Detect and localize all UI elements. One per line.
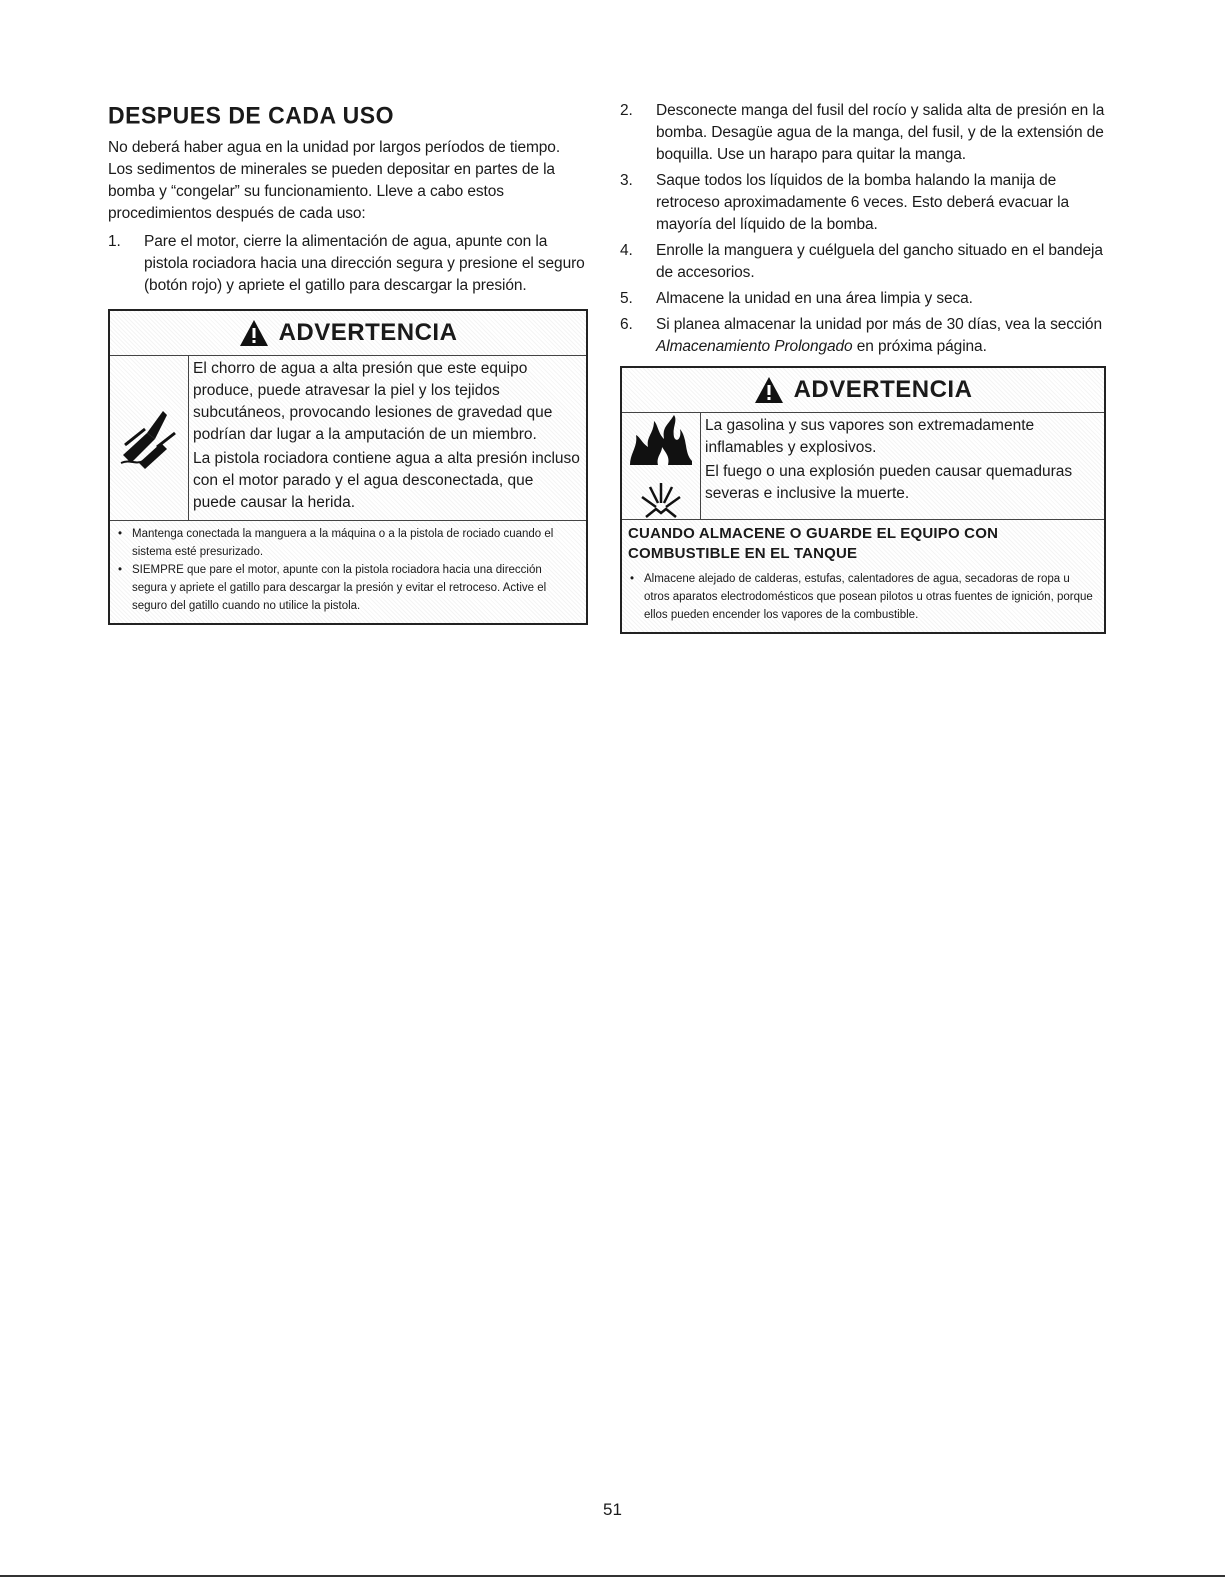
warning-icon-cell	[622, 413, 701, 519]
bottom-divider	[0, 1575, 1225, 1577]
warning-text-cell	[189, 356, 586, 520]
warning-body	[622, 413, 1104, 520]
warning-header	[110, 311, 586, 356]
warning-paragraph: El chorro de agua a alta presión que este equipo produce, puede atravesar la piel y los tejidos subcutáneos, provocando lesiones de gravedad que podrían dar lugar a la amputación de un miembro.	[193, 360, 553, 443]
step-item-3	[620, 170, 1106, 236]
warning-bullets	[622, 566, 1104, 632]
warning-title: ADVERTENCIA	[278, 319, 458, 346]
step-item-2	[620, 100, 1106, 166]
fire-icon	[628, 413, 694, 467]
warning-paragraph: La gasolina y sus vapores son extremadamente inflamables y explosivos.	[705, 417, 1035, 456]
warning-box-pressure	[108, 309, 588, 625]
explosion-icon	[636, 473, 686, 519]
step-text-before: Si planea almacenar la unidad por más de 30 días, vea la sección	[656, 316, 1102, 333]
section-heading: DESPUES DE CADA USO	[108, 101, 394, 129]
warning-bullet: • Almacene alejado de calderas, estufas, calentadores de agua, secadoras de ropa u otros aparatos electrodomésticos que posean pilotos u otras fuentes de ignición, porque ellos pueden encender los vapores de la combustible.	[628, 570, 1098, 624]
page-number: 51	[603, 1500, 622, 1519]
step-text: Pare el motor, cierre la alimentación de agua, apunte con la pistola rociadora hacia una dirección segura y presione el seguro (botón rojo) y apriete el gatillo para descargar la presión.	[144, 233, 585, 294]
warning-header	[622, 368, 1104, 413]
step-number: 4.	[620, 242, 633, 259]
step-text: Saque todos los líquidos de la bomba halando la manija de retroceso aproximadamente 6 veces. Esto deberá evacuar la mayoría del líquido de la bomba.	[656, 172, 1070, 233]
step-text: Desconecte manga del fusil del rocío y salida alta de presión en la bomba. Desagüe agua de la manga, del fusil, y de la extensión de boquilla. Use un harapo para quitar la manga.	[656, 102, 1105, 163]
step-text: Enrolle la manguera y cuélguela del gancho situado en el bandeja de accesorios.	[656, 242, 1103, 281]
step-text-after: en próxima página.	[852, 338, 987, 355]
step-text: Almacene la unidad en una área limpia y seca.	[656, 290, 973, 307]
step-number: 2.	[620, 102, 633, 119]
warning-triangle-icon	[754, 376, 784, 404]
warning-title: ADVERTENCIA	[793, 376, 973, 403]
warning-bullet: • SIEMPRE que pare el motor, apunte con la pistola rociadora hacia una dirección segura y apriete el gatillo para descargar la presión y evitar el retroceso. Active el seguro del gatillo cuando no utilice la pistola.	[116, 561, 580, 615]
step-item-4	[620, 240, 1106, 284]
right-column	[620, 100, 1106, 634]
cross-reference: Almacenamiento Prolongado	[656, 338, 853, 355]
warning-triangle-icon	[239, 319, 269, 347]
warning-bullets	[110, 521, 586, 623]
step-item-1	[108, 231, 588, 297]
step-item-5	[620, 288, 1106, 310]
step-number: 1.	[108, 233, 121, 250]
step-item-6	[620, 314, 1106, 358]
warning-box-fuel	[620, 366, 1106, 634]
warning-paragraph: El fuego o una explosión pueden causar quemaduras severas e inclusive la muerte.	[705, 463, 1073, 502]
storage-subheading: CUANDO ALMACENE O GUARDE EL EQUIPO CON COMBUSTIBLE EN EL TANQUE	[628, 525, 999, 562]
intro-paragraph: No deberá haber agua en la unidad por largos períodos de tiempo. Los sedimentos de minerales se pueden depositar en partes de la bomba y “congelar” su funcionamiento. Lleve a cabo estos procedimientos después de cada uso:	[108, 139, 561, 222]
warning-icon-cell	[110, 356, 189, 520]
warning-paragraph: La pistola rociadora contiene agua a alta presión incluso con el motor parado y el agua desconectada, que puede causar la herida.	[193, 450, 580, 511]
warning-bullet: • Mantenga conectada la manguera a la máquina o a la pistola de rociado cuando el sistema esté presurizado.	[116, 525, 580, 561]
steps-list-right	[620, 100, 1106, 358]
step-number: 6.	[620, 316, 633, 333]
step-number: 5.	[620, 290, 633, 307]
warning-text-cell	[701, 413, 1104, 519]
step-number: 3.	[620, 172, 633, 189]
high-pressure-injection-icon	[117, 403, 181, 473]
left-column	[108, 96, 588, 625]
steps-list-left	[108, 231, 588, 297]
warning-body	[110, 356, 586, 521]
